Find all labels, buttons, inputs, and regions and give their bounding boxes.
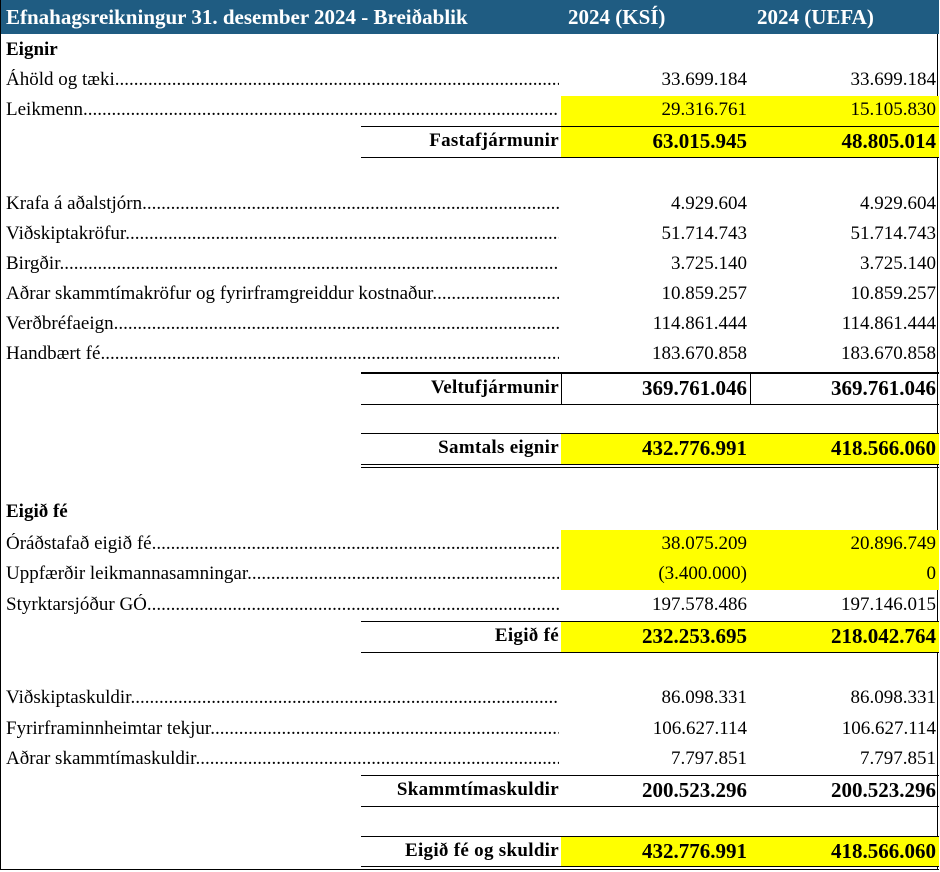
- subtotal-row: [1, 374, 939, 404]
- row-label: Aðrar skammtímakröfur og fyrirframgreiddur kostnaður .....: [6, 283, 559, 305]
- subtotal-rule: [361, 404, 939, 405]
- value-ksi: 38.075.209: [661, 533, 747, 554]
- sheet-title: Efnahagsreikningur 31. desember 2024 - Breiðablik: [6, 5, 468, 29]
- value-uefa: 7.797.851: [860, 748, 936, 769]
- table-row: [1, 340, 939, 370]
- table-row: [1, 591, 939, 621]
- row-label: Leikmenn .....: [6, 99, 559, 121]
- value-ksi: 197.578.486: [652, 594, 747, 615]
- value-ksi: (3.400.000): [658, 563, 747, 584]
- section-row-equity: [1, 498, 939, 528]
- value-uefa: 51.714.743: [850, 223, 936, 244]
- value-uefa: 218.042.764: [831, 624, 936, 648]
- double-total-rule: [361, 866, 939, 870]
- column-divider: [561, 374, 562, 404]
- value-uefa: 0: [926, 563, 936, 584]
- table-row: [1, 190, 939, 220]
- value-ksi: 4.929.604: [671, 193, 747, 214]
- value-uefa: 4.929.604: [860, 193, 936, 214]
- row-label: Viðskiptaskuldir .....: [6, 687, 559, 709]
- value-uefa: 15.105.830: [850, 99, 936, 120]
- value-uefa: 3.725.140: [860, 253, 936, 274]
- total-row: [1, 837, 939, 867]
- value-uefa: 33.699.184: [850, 69, 936, 90]
- table-row: [1, 66, 939, 96]
- row-label: Óráðstafað eigið fé .....: [6, 533, 559, 555]
- value-uefa: 106.627.114: [841, 718, 936, 739]
- value-uefa: 183.670.858: [841, 343, 936, 364]
- subtotal-label: Skammtímaskuldir: [396, 779, 559, 800]
- value-uefa: 418.566.060: [831, 436, 936, 460]
- value-ksi: 106.627.114: [652, 718, 747, 739]
- value-uefa: 418.566.060: [831, 839, 936, 863]
- value-ksi: 232.253.695: [642, 624, 747, 648]
- subtotal-rule: [361, 652, 939, 653]
- value-ksi: 29.316.761: [661, 99, 747, 120]
- value-uefa: 20.896.749: [850, 533, 936, 554]
- row-label: Styrktarsjóður GÓ .....: [6, 594, 559, 616]
- table-row: [1, 310, 939, 340]
- table-row: [1, 96, 939, 126]
- subtotal-label: Fastafjármunir: [429, 130, 559, 151]
- column-header-ksi: 2024 (KSÍ): [568, 5, 666, 29]
- value-ksi: 7.797.851: [671, 748, 747, 769]
- table-row: [1, 280, 939, 310]
- subtotal-row: [1, 127, 939, 157]
- value-ksi: 33.699.184: [661, 69, 747, 90]
- row-label: Verðbréfaeign .....: [6, 313, 559, 335]
- table-row: [1, 715, 939, 745]
- column-header-uefa: 2024 (UEFA): [757, 5, 874, 29]
- row-label: Handbært fé .....: [6, 343, 559, 365]
- table-row: [1, 560, 939, 590]
- double-total-rule: [361, 464, 939, 468]
- value-uefa: 86.098.331: [850, 687, 936, 708]
- header-row: [1, 0, 939, 34]
- table-row: [1, 530, 939, 560]
- value-uefa: 10.859.257: [850, 283, 936, 304]
- value-ksi: 51.714.743: [661, 223, 747, 244]
- row-label: Krafa á aðalstjórn .....: [6, 193, 559, 215]
- value-ksi: 183.670.858: [652, 343, 747, 364]
- row-label: Birgðir .....: [6, 253, 559, 275]
- subtotal-rule: [361, 157, 939, 158]
- subtotal-rule: [361, 806, 939, 807]
- value-ksi: 10.859.257: [661, 283, 747, 304]
- subtotal-row: [1, 622, 939, 652]
- value-ksi: 432.776.991: [642, 839, 747, 863]
- subtotal-label: Eigið fé: [494, 625, 559, 646]
- row-label: Fyrirframinnheimtar tekjur .....: [6, 718, 559, 740]
- value-uefa: 48.805.014: [841, 129, 936, 153]
- subtotal-row: [1, 776, 939, 806]
- table-row: [1, 250, 939, 280]
- value-uefa: 114.861.444: [841, 313, 936, 334]
- value-uefa: 197.146.015: [841, 594, 936, 615]
- subtotal-label: Veltufjármunir: [430, 377, 559, 398]
- total-label: Samtals eignir: [438, 437, 559, 458]
- section-title: Eigið fé: [6, 501, 68, 522]
- value-uefa: 369.761.046: [831, 376, 936, 400]
- value-ksi: 114.861.444: [652, 313, 747, 334]
- section-title: Eignir: [6, 39, 58, 60]
- row-label: Viðskiptakröfur .....: [6, 223, 559, 245]
- value-ksi: 369.761.046: [642, 376, 747, 400]
- value-ksi: 200.523.296: [642, 778, 747, 802]
- section-row-assets: [1, 36, 939, 66]
- total-row: [1, 434, 939, 464]
- value-ksi: 86.098.331: [661, 687, 747, 708]
- row-label: Áhöld og tæki .....: [6, 69, 559, 91]
- value-ksi: 3.725.140: [671, 253, 747, 274]
- row-label: Uppfærðir leikmannasamningar .....: [6, 563, 559, 585]
- value-ksi: 63.015.945: [652, 129, 747, 153]
- value-uefa: 200.523.296: [831, 778, 936, 802]
- table-row: [1, 684, 939, 714]
- row-label: Aðrar skammtímaskuldir .....: [6, 748, 559, 770]
- total-label: Eigið fé og skuldir: [404, 840, 559, 861]
- value-ksi: 432.776.991: [642, 436, 747, 460]
- column-divider: [750, 374, 751, 404]
- table-row: [1, 220, 939, 250]
- table-row: [1, 745, 939, 775]
